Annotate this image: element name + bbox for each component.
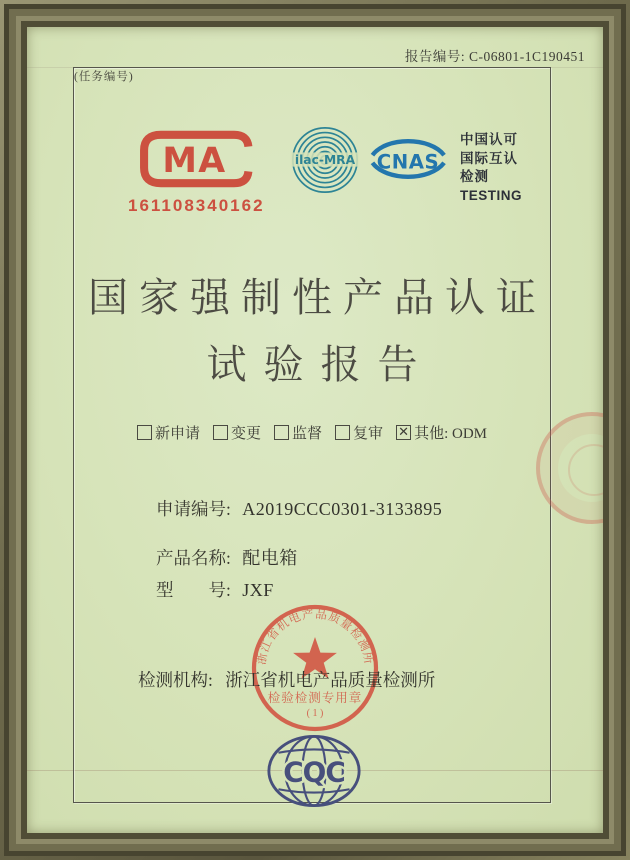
report-number-label: 报告编号: <box>404 49 466 64</box>
checkbox-label: 变更 <box>231 426 262 442</box>
accreditation-text <box>460 131 522 205</box>
checkbox-change <box>213 422 261 443</box>
frame-molding-outer <box>4 4 626 856</box>
application-number-row <box>156 496 442 521</box>
model-value: JXF <box>242 580 274 600</box>
checkbox-supervision <box>274 422 322 443</box>
inner-border <box>73 67 551 803</box>
checkbox-box <box>137 425 152 440</box>
application-number-label: 申请编号: <box>156 499 231 519</box>
cma-certificate-number: 161108340162 <box>128 196 265 215</box>
product-name-row <box>156 544 298 570</box>
cma-logo-icon <box>136 126 254 192</box>
report-number-value: C-06801-1C190451 <box>469 49 585 64</box>
frame-molding-mid <box>9 9 621 851</box>
cma-letters: MA <box>162 141 227 182</box>
accreditation-line4: TESTING <box>460 187 523 203</box>
checkbox-label: 其他: ODM <box>414 426 487 442</box>
application-number-value: A2019CCC0301-3133895 <box>242 499 443 519</box>
checkbox-other-odm <box>396 422 487 443</box>
stamp-arc-text: 浙江省机电产品质量检测所 <box>254 607 376 666</box>
cqc-logo-icon <box>266 733 362 809</box>
checkbox-box <box>213 425 228 440</box>
checkbox-box-checked: ✕ <box>396 425 411 440</box>
checkbox-review <box>335 422 383 443</box>
certificate-title: 国家强制性产品认证 <box>88 275 547 320</box>
stamp-line-text: 检验检测专用章 <box>267 691 363 705</box>
accreditation-line1: 中国认可 <box>460 132 518 147</box>
checkbox-label: 监督 <box>292 426 323 442</box>
ilac-mra-label: ilac-MRA <box>294 152 356 167</box>
testing-agency-row <box>138 667 435 692</box>
ilac-mra-logo-icon <box>290 125 360 195</box>
testing-agency-value: 浙江省机电产品质量检测所 <box>225 670 436 690</box>
frame-molding-inner <box>21 21 609 839</box>
testing-agency-label: 检测机构: <box>138 670 213 690</box>
product-name-value: 配电箱 <box>242 548 298 568</box>
cnas-label: CNAS <box>376 150 440 174</box>
application-type-row <box>74 422 550 443</box>
frame-molding-highlight <box>16 16 614 844</box>
checkbox-box <box>274 425 289 440</box>
model-label: 型 号: <box>156 580 231 600</box>
stamp-sub-text: ( 1 ) <box>306 708 324 719</box>
cqc-label: CQC <box>283 755 345 789</box>
checkbox-new-application <box>137 422 200 443</box>
checkbox-box <box>335 425 350 440</box>
checkbox-label: 复审 <box>353 426 384 442</box>
certificate-subtitle: 试验报告 <box>206 342 435 387</box>
checkbox-label: 新申请 <box>155 426 201 442</box>
product-name-label: 产品名称: <box>156 548 231 568</box>
report-number <box>405 45 585 65</box>
cnas-logo-icon <box>367 132 449 186</box>
accreditation-line3: 检测 <box>460 169 489 184</box>
certificate-paper <box>27 27 603 833</box>
task-number-note: (任务编号) <box>74 71 134 83</box>
accreditation-line2: 国际互认 <box>460 150 518 166</box>
